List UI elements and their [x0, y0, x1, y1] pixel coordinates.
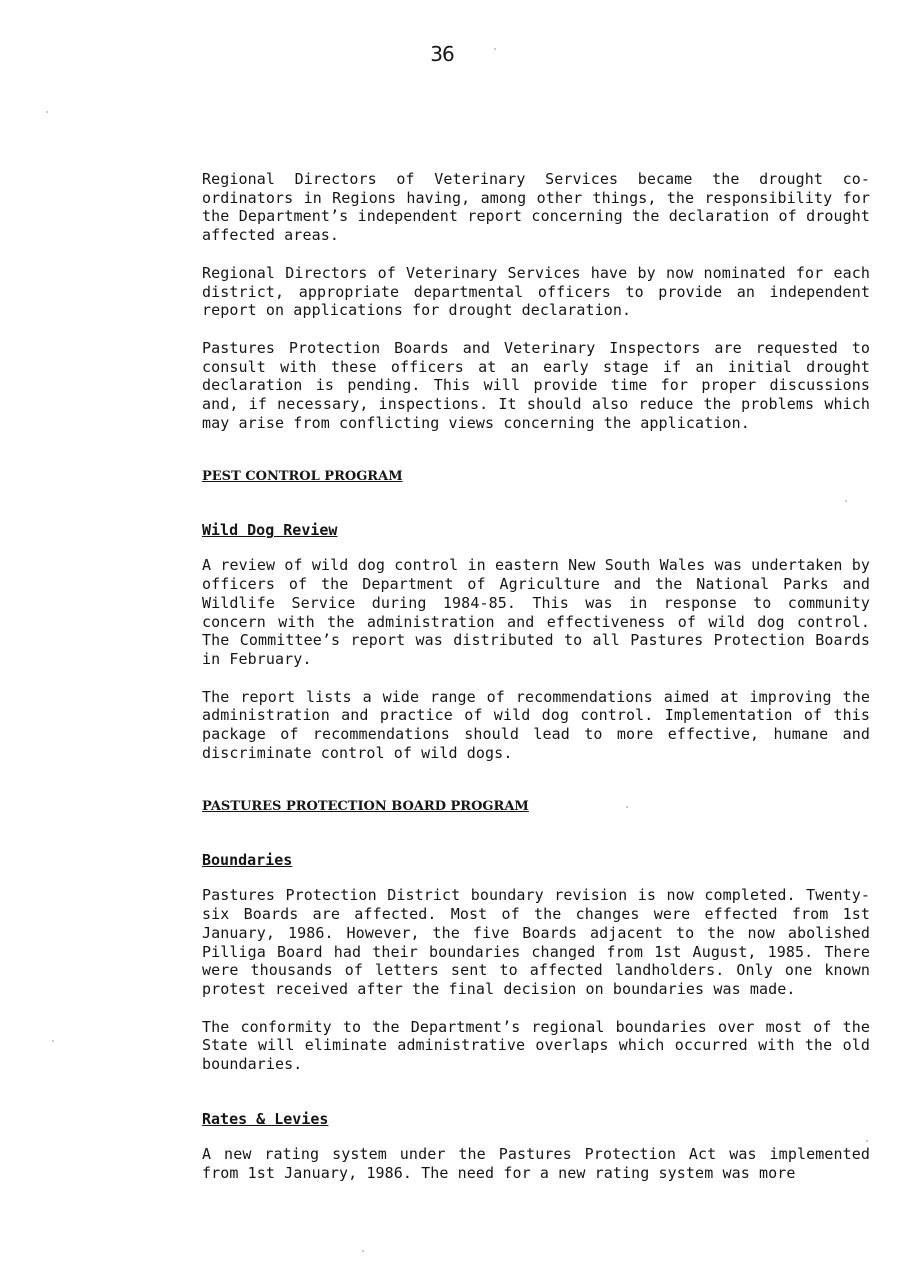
- wild-dog-recommendations-paragraph: The report lists a wide range of recommendations aimed at improving the administration and practice of wild dog control. Implementation of this package of recommendations should lead to more effective, humane and discriminate control of wild dogs.: [202, 687, 870, 762]
- page-number: 36: [430, 42, 454, 66]
- scan-speck: [52, 1040, 54, 1042]
- scan-speck: [866, 1140, 868, 1142]
- consultation-paragraph: Pastures Protection Boards and Veterinary Inspectors are requested to consult with these officers at an early stage if an initial drought declaration is pending. This will provide time for proper discussions and, if necessary, inspections. It should also reduce the problems which may arise from conflicting views concerning the application.: [202, 338, 870, 432]
- pest-control-heading: PEST CONTROL PROGRAM: [202, 469, 403, 485]
- boundaries-revision-paragraph: Pastures Protection District boundary revision is now completed. Twenty-six Boards are affected. Most of the changes were effected from 1st January, 1986. However, the five Boards adjacent to the now abolished Pilliga Board had their boundaries changed from 1st August, 1985. There were thousands of letters sent to affected landholders. Only one known protest received after the final decision on boundaries was made.: [202, 886, 870, 998]
- wild-dog-review-paragraph: A review of wild dog control in eastern New South Wales was undertaken by officers of the Department of Agriculture and the National Parks and Wildlife Service during 1984-85. This was in response to community concern with the administration and effectiveness of wild dog control. The Committee’s report was distributed to all Pastures Protection Boards in February.: [202, 556, 870, 668]
- rates-levies-paragraph: A new rating system under the Pastures Protection Act was implemented from 1st January, 1986. The need for a new rating system was more: [202, 1144, 870, 1182]
- scan-speck: [46, 111, 48, 113]
- wild-dog-review-heading: Wild Dog Review: [202, 521, 338, 540]
- drought-coordinators-paragraph: Regional Directors of Veterinary Services became the drought co-ordinators in Regions having, among other things, the responsibility for the Department’s independent report concerning the declaration of drought affected areas.: [202, 170, 870, 245]
- scan-speck: [626, 806, 628, 808]
- rates-levies-heading: Rates & Levies: [202, 1109, 329, 1128]
- page-body: [202, 170, 870, 1182]
- scan-speck: [494, 48, 496, 50]
- boundaries-conformity-paragraph: The conformity to the Department’s regional boundaries over most of the State will eliminate administrative overlaps which occurred with the old boundaries.: [202, 1017, 870, 1074]
- boundaries-heading: Boundaries: [202, 851, 293, 870]
- scan-speck: [362, 1250, 364, 1252]
- scan-speck: [845, 500, 847, 502]
- ppb-program-heading: PASTURES PROTECTION BOARD PROGRAM: [202, 799, 529, 815]
- nominated-officers-paragraph: Regional Directors of Veterinary Services have by now nominated for each district, appropriate departmental officers to provide an independent report on applications for drought declaration.: [202, 263, 870, 320]
